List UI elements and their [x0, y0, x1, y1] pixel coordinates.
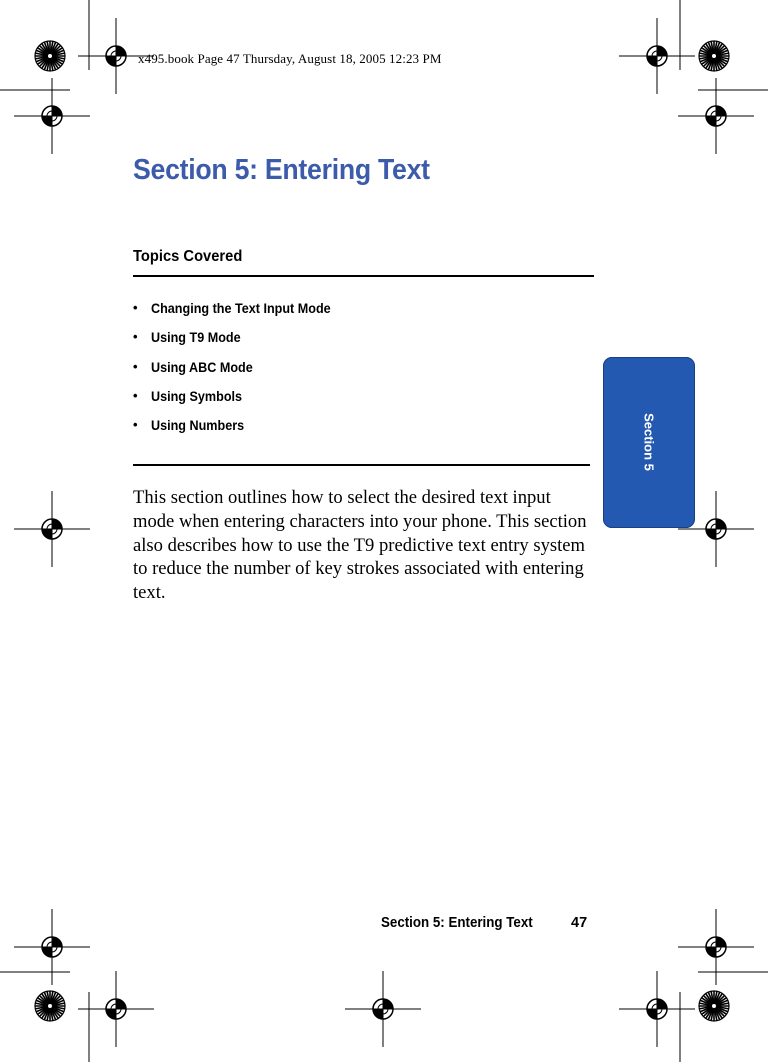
bullet: • — [133, 417, 138, 433]
topics-bottom-rule — [133, 464, 590, 466]
topic-label: Changing the Text Input Mode — [151, 300, 331, 316]
page-title: Section 5: Entering Text — [133, 154, 430, 186]
topic-label: Using ABC Mode — [151, 358, 253, 375]
topic-label: Using Symbols — [151, 387, 243, 404]
print-slug: x495.book Page 47 Thursday, August 18, 2005 12:23 PM — [138, 51, 442, 66]
footer-title: Section 5: Entering Text — [381, 915, 533, 931]
list-item — [133, 329, 351, 358]
list-item — [133, 388, 351, 417]
list-item — [133, 417, 351, 446]
intro-paragraph: This section outlines how to select the desired text input mode when entering characters into your phone. This section also describes how to use the T9 predictive text entry system to reduce the number of key strokes associated with entering text. — [133, 487, 587, 604]
list-item — [133, 359, 351, 388]
topics-top-rule — [133, 275, 594, 277]
topic-label: Using T9 Mode — [151, 329, 241, 346]
list-item — [133, 300, 351, 329]
topic-label: Using Numbers — [151, 417, 245, 434]
topics-list — [133, 300, 351, 446]
section-tab-label: Section 5 — [641, 413, 657, 471]
bullet: • — [133, 329, 138, 345]
bullet: • — [133, 300, 138, 315]
bullet: • — [133, 387, 138, 403]
page-number: 47 — [571, 915, 588, 931]
topics-heading: Topics Covered — [133, 248, 243, 265]
bullet: • — [133, 358, 138, 374]
